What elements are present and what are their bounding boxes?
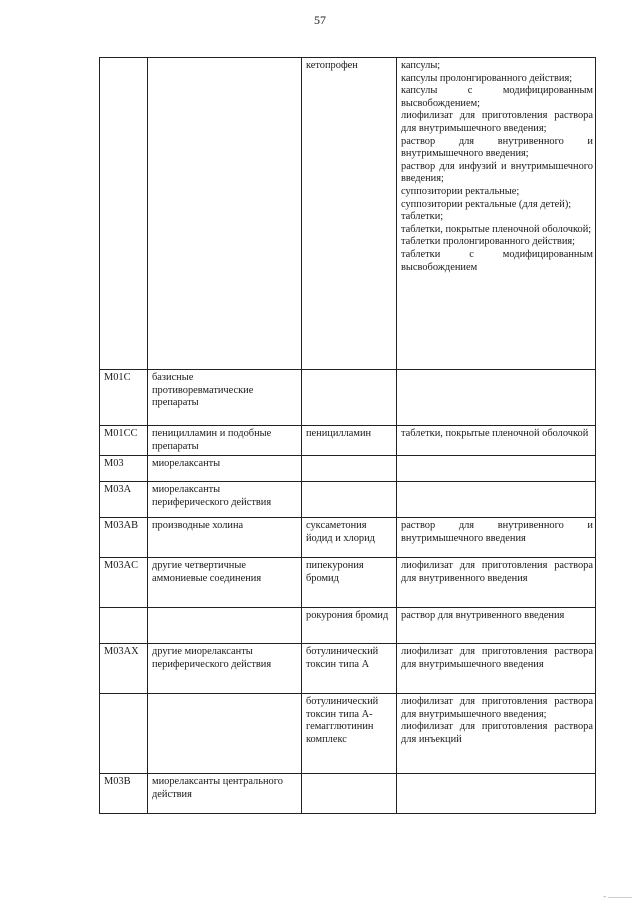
page-number: 57 [314,13,326,27]
drug-name-cell [302,774,397,814]
atc-code-cell: M03AC [100,558,148,608]
drug-name-cell: пеницилламин [302,426,397,456]
table-row [100,644,596,694]
atc-code-cell: M01CC [100,426,148,456]
dosage-forms-cell [397,558,596,608]
dosage-forms-cell [397,518,596,558]
dosage-form-line: суппозитории ректальные; [401,185,520,197]
pharm-group-cell [148,694,302,774]
dosage-form-line: капсулы пролонгированного действия; [401,72,573,84]
dosage-form-line: капсулы; [401,60,441,71]
pharm-group-cell: другие миорелаксанты периферического действия [148,644,302,694]
pharm-group-cell: пеницилламин и подобные препараты [148,426,302,456]
table-row [100,774,596,814]
dosage-forms-cell [397,370,596,426]
dosage-forms-cell [397,58,596,370]
dosage-form-line: лиофилизат для приготовления раствора для внутримышечного введения; [401,696,593,720]
drug-name-cell [302,482,397,518]
drug-name-cell: суксаметония йодид и хлорид [302,518,397,558]
drug-table [99,57,596,814]
drug-name-cell: ботулинический токсин типа А [302,644,397,694]
dosage-form-line: раствор для внутривенного введения [401,610,565,622]
drug-name-cell [302,370,397,426]
dosage-forms-cell [397,774,596,814]
drug-table-body [100,58,596,814]
page-corner-mark: - ——— [603,892,632,901]
dosage-forms-cell [397,482,596,518]
drug-name-cell: рокурония бромид [302,608,397,644]
dosage-form-line: суппозитории ректальные (для детей); [401,198,572,210]
dosage-form-line: таблетки, покрытые пленочной оболочкой [401,428,589,439]
dosage-forms-cell [397,426,596,456]
dosage-form-line: таблетки пролонгированного действия; [401,236,576,248]
dosage-form-line: капсулы с модифицированным высвобождением; [401,85,593,109]
pharm-group-cell: производные холина [148,518,302,558]
table-row [100,58,596,370]
atc-code-cell: M03B [100,774,148,814]
pharm-group-cell: миорелаксанты [148,456,302,482]
drug-name-cell: кетопрофен [302,58,397,370]
pharm-group-cell: другие четвертичные аммониевые соединения [148,558,302,608]
pharm-group-cell: базисные противоревматические препараты [148,370,302,426]
dosage-form-line: лиофилизат для приготовления раствора для внутримышечного введения [401,646,593,670]
dosage-forms-cell [397,608,596,644]
dosage-form-line: таблетки, покрытые пленочной оболочкой; [401,223,592,235]
dosage-forms-cell [397,694,596,774]
table-row [100,426,596,456]
dosage-form-line: раствор для внутривенного и внутримышечного введения [401,520,593,544]
atc-code-cell [100,694,148,774]
atc-code-cell: M03AB [100,518,148,558]
atc-code-cell [100,608,148,644]
drug-name-cell: пипекурония бромид [302,558,397,608]
drug-name-cell [302,456,397,482]
dosage-form-line: лиофилизат для приготовления раствора для внутривенного введения [401,560,593,584]
table-row [100,608,596,644]
dosage-form-line: раствор для инфузий и внутримышечного введения; [401,160,593,185]
dosage-form-line: лиофилизат для приготовления раствора для внутримышечного введения; [401,110,593,134]
atc-code-cell: M03 [100,456,148,482]
atc-code-cell: M01C [100,370,148,426]
pharm-group-cell [148,608,302,644]
table-row [100,558,596,608]
table-row [100,482,596,518]
dosage-forms-cell [397,456,596,482]
dosage-form-line: раствор для внутривенного и внутримышечного введения; [401,135,593,160]
dosage-form-line: таблетки; [401,211,444,223]
pharm-group-cell [148,58,302,370]
table-row [100,456,596,482]
pharm-group-cell: миорелаксанты периферического действия [148,482,302,518]
table-row [100,694,596,774]
table-row [100,518,596,558]
pharm-group-cell: миорелаксанты центрального действия [148,774,302,814]
atc-code-cell [100,58,148,370]
table-row [100,370,596,426]
atc-code-cell: M03AX [100,644,148,694]
atc-code-cell: M03A [100,482,148,518]
dosage-form-line: лиофилизат для приготовления раствора для инъекций [401,721,593,745]
dosage-form-line: таблетки с модифицированным высвобождением [401,248,593,273]
dosage-forms-cell [397,644,596,694]
drug-name-cell: ботулинический токсин типа А-гемагглютинин комплекс [302,694,397,774]
